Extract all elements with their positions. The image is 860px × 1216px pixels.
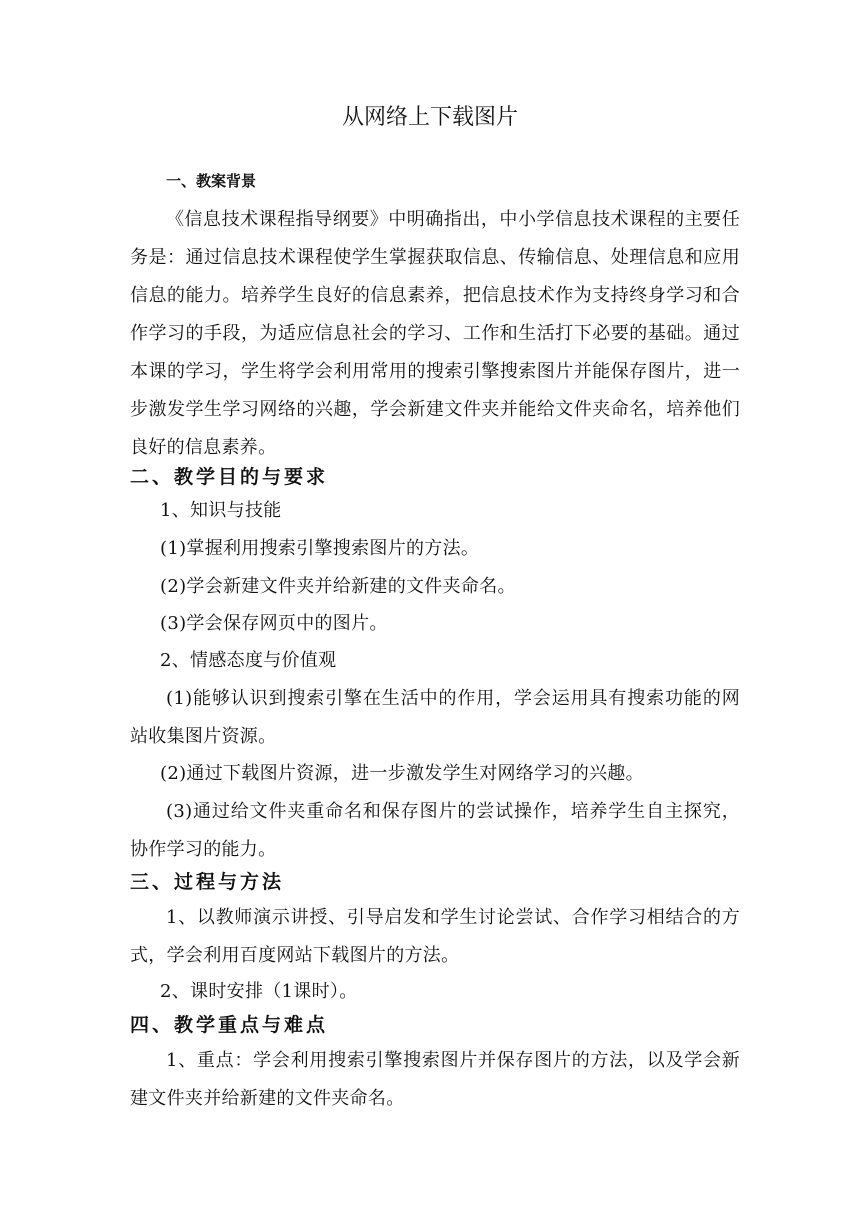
list-item: 1、重点：学会利用搜索引擎搜索图片并保存图片的方法，以及学会新建文件夹并给新建的文件夹命名。 (130, 1050, 740, 1109)
list-item: (2)通过下载图片资源，进一步激发学生对网络学习的兴趣。 (160, 763, 644, 784)
section-4-heading: 四、教学重点与难点 (130, 1014, 329, 1036)
list-item: 2、课时安排（1课时）。 (160, 981, 358, 1002)
section-2-sub-2: 2、情感态度与价值观 (160, 650, 337, 671)
page-title: 从网络上下载图片 (341, 105, 518, 130)
list-item: (3)学会保存网页中的图片。 (160, 613, 388, 634)
list-item: 1、以教师演示讲授、引导启发和学生讨论尝试、合作学习相结合的方式，学会利用百度网站下载图片的方法。 (130, 907, 740, 966)
list-item: (2)学会新建文件夹并给新建的文件夹命名。 (160, 576, 516, 597)
list-item: (1)能够认识到搜索引擎在生活中的作用，学会运用具有搜索功能的网站收集图片资源。 (130, 688, 740, 747)
list-item: (1)掌握利用搜索引擎搜索图片的方法。 (160, 538, 480, 559)
section-2-heading: 二、教学目的与要求 (130, 466, 329, 488)
section-1-body: 《信息技术课程指导纲要》中明确指出，中小学信息技术课程的主要任务是：通过信息技术课程使学生掌握获取信息、传输信息、处理信息和应用信息的能力。培养学生良好的信息素养，把信息技术作为支持终身学习和合作学习的手段，为适应信息社会的学习、工作和生活打下必要的基础。通过本课的学习，学生将学会利用常用的搜索引擎搜索图片并能保存图片，进一步激发学生学习网络的兴趣，学会新建文件夹并能给文件夹命名，培养他们良好的信息素养。 (130, 209, 740, 458)
section-2-sub-1: 1、知识与技能 (160, 500, 282, 521)
list-item: (3)通过给文件夹重命名和保存图片的尝试操作，培养学生自主探究，协作学习的能力。 (130, 801, 740, 860)
section-3-heading: 三、过程与方法 (130, 871, 285, 893)
section-1-heading: 一、教案背景 (166, 172, 257, 190)
